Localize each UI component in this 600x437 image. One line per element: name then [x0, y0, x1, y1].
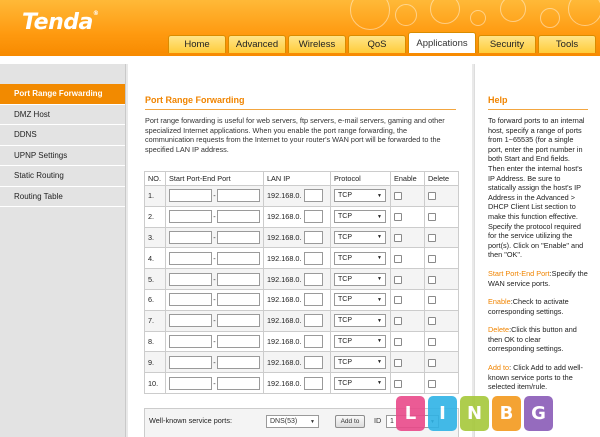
protocol-select[interactable]	[334, 252, 386, 265]
protocol-cell	[331, 248, 391, 269]
start-port-input[interactable]	[169, 356, 212, 369]
watermark-letter: I	[428, 396, 457, 431]
protocol-value: TCP	[338, 358, 352, 366]
sidebar	[0, 64, 126, 437]
port-range-cell	[166, 310, 264, 331]
start-port-input[interactable]	[169, 377, 212, 390]
protocol-select[interactable]	[334, 377, 386, 390]
ip-prefix: 192.168.0.	[267, 336, 302, 346]
start-port-input[interactable]	[169, 231, 212, 244]
table-row	[145, 310, 459, 331]
enable-cell	[391, 248, 425, 269]
enable-checkbox[interactable]	[394, 213, 402, 221]
lan-ip-input[interactable]	[304, 293, 323, 306]
delete-checkbox[interactable]	[428, 255, 436, 263]
sidebar-item-static-routing[interactable]: Static Routing	[0, 166, 125, 187]
port-range-cell	[166, 206, 264, 227]
protocol-select[interactable]	[334, 231, 386, 244]
help-term: Delete	[488, 325, 510, 335]
end-port-input[interactable]	[217, 356, 260, 369]
tab-advanced[interactable]: Advanced	[228, 35, 286, 53]
port-range-cell	[166, 227, 264, 248]
col-delete: Delete	[425, 172, 459, 186]
chevron-down-icon: ▼	[377, 359, 382, 366]
main-panel	[128, 64, 472, 437]
enable-cell	[391, 227, 425, 248]
help-entry	[488, 363, 588, 392]
ip-prefix: 192.168.0.	[267, 253, 302, 263]
port-range-cell	[166, 289, 264, 310]
port-dash: -	[213, 378, 216, 388]
delete-checkbox[interactable]	[428, 234, 436, 242]
port-dash: -	[213, 274, 216, 284]
add-to-button[interactable]: Add to	[335, 415, 365, 428]
lan-ip-cell	[264, 331, 331, 352]
help-intro: To forward ports to an internal host, specify a range of ports from 1~65535 (for a single port, enter the port number in both Start and End fields. Then enter the internal host's IP Address. Be sure to statically assign the host's IP Address in the Advanced > DHCP Client List section to make this function effective. Specify the protocol required for the service utilizing the port(s). Click on "Enable" and then "OK".	[488, 116, 585, 260]
help-divider	[488, 109, 588, 110]
protocol-select[interactable]	[334, 273, 386, 286]
protocol-value: TCP	[338, 379, 352, 387]
delete-cell	[425, 186, 459, 207]
ip-prefix: 192.168.0.	[267, 191, 302, 201]
protocol-value: TCP	[338, 317, 352, 325]
sidebar-item-upnp-settings[interactable]: UPNP Settings	[0, 146, 125, 167]
decor-bubble	[568, 0, 600, 26]
protocol-value: TCP	[338, 296, 352, 304]
table-row	[145, 269, 459, 290]
protocol-value: TCP	[338, 337, 352, 345]
protocol-cell	[331, 206, 391, 227]
enable-checkbox[interactable]	[394, 234, 402, 242]
sidebar-item-ddns[interactable]: DDNS	[0, 125, 125, 146]
well-known-label: Well-known service ports:	[149, 416, 232, 425]
delete-checkbox[interactable]	[428, 338, 436, 346]
delete-cell	[425, 373, 459, 394]
help-body	[488, 116, 588, 401]
protocol-select[interactable]	[334, 293, 386, 306]
enable-cell	[391, 206, 425, 227]
delete-cell	[425, 248, 459, 269]
lan-ip-input[interactable]	[304, 377, 323, 390]
enable-cell	[391, 352, 425, 373]
chevron-down-icon: ▼	[377, 380, 382, 387]
header-bar	[0, 0, 600, 56]
service-port-select[interactable]	[266, 415, 319, 428]
delete-cell	[425, 227, 459, 248]
start-port-input[interactable]	[169, 293, 212, 306]
chevron-down-icon: ▼	[377, 192, 382, 199]
enable-checkbox[interactable]	[394, 192, 402, 200]
delete-cell	[425, 206, 459, 227]
tab-security[interactable]: Security	[478, 35, 536, 53]
help-text: :Click this button and then OK to clear corresponding settings.	[488, 325, 577, 354]
protocol-value: TCP	[338, 254, 352, 262]
table-row	[145, 186, 459, 207]
help-entry	[488, 297, 588, 316]
chevron-down-icon: ▼	[377, 317, 382, 324]
ip-prefix: 192.168.0.	[267, 378, 302, 388]
lan-ip-cell	[264, 289, 331, 310]
port-range-cell	[166, 331, 264, 352]
ip-prefix: 192.168.0.	[267, 295, 302, 305]
row-number: 5.	[145, 269, 166, 290]
help-text: : Click Add to add well-known service ports to the selected item/rule.	[488, 363, 583, 392]
row-number: 10.	[145, 373, 166, 394]
protocol-cell	[331, 373, 391, 394]
start-port-input[interactable]	[169, 210, 212, 223]
lan-ip-input[interactable]	[304, 231, 323, 244]
row-number: 2.	[145, 206, 166, 227]
enable-checkbox[interactable]	[394, 276, 402, 284]
protocol-select[interactable]	[334, 335, 386, 348]
tab-qos[interactable]: QoS	[348, 35, 406, 53]
lan-ip-cell	[264, 186, 331, 207]
chevron-down-icon: ▼	[377, 276, 382, 283]
protocol-value: TCP	[338, 275, 352, 283]
sidebar-item-dmz-host[interactable]: DMZ Host	[0, 105, 125, 126]
end-port-input[interactable]	[217, 293, 260, 306]
id-value: 1	[390, 418, 394, 425]
chevron-down-icon: ▼	[377, 255, 382, 262]
start-port-input[interactable]	[169, 189, 212, 202]
delete-checkbox[interactable]	[428, 192, 436, 200]
protocol-value: TCP	[338, 192, 352, 200]
table-row	[145, 248, 459, 269]
watermark-letter: G	[524, 396, 553, 431]
enable-checkbox[interactable]	[394, 359, 402, 367]
lan-ip-cell	[264, 269, 331, 290]
protocol-cell	[331, 269, 391, 290]
lan-ip-wrap	[267, 314, 323, 327]
linbg-watermark	[396, 396, 553, 431]
end-port-input[interactable]	[217, 377, 260, 390]
chevron-down-icon: ▼	[377, 338, 382, 345]
row-number: 3.	[145, 227, 166, 248]
lan-ip-cell	[264, 352, 331, 373]
protocol-value: TCP	[338, 233, 352, 241]
end-port-input[interactable]	[217, 314, 260, 327]
row-number: 9.	[145, 352, 166, 373]
enable-cell	[391, 186, 425, 207]
enable-cell	[391, 310, 425, 331]
lan-ip-input[interactable]	[304, 335, 323, 348]
lan-ip-input[interactable]	[304, 189, 323, 202]
delete-checkbox[interactable]	[428, 213, 436, 221]
col-lan-ip: LAN IP	[264, 172, 331, 186]
lan-ip-cell	[264, 227, 331, 248]
lan-ip-input[interactable]	[304, 314, 323, 327]
end-port-input[interactable]	[217, 189, 260, 202]
enable-checkbox[interactable]	[394, 317, 402, 325]
tab-wireless[interactable]: Wireless	[288, 35, 346, 53]
chevron-down-icon: ▼	[377, 296, 382, 303]
port-range-cell	[166, 269, 264, 290]
watermark-letter: L	[396, 396, 425, 431]
row-number: 7.	[145, 310, 166, 331]
tenda-logo[interactable]	[22, 10, 98, 35]
lan-ip-wrap	[267, 356, 323, 369]
col-port-range: Start Port-End Port	[166, 172, 264, 186]
sidebar-item-routing-table[interactable]: Routing Table	[0, 187, 125, 208]
chevron-down-icon: ▼	[377, 234, 382, 241]
decor-bubble	[350, 0, 390, 30]
port-dash: -	[213, 212, 216, 222]
col-enable: Enable	[391, 172, 425, 186]
protocol-cell	[331, 227, 391, 248]
help-text: :Specify the WAN service ports.	[488, 268, 588, 288]
table-row	[145, 227, 459, 248]
end-port-input[interactable]	[217, 231, 260, 244]
protocol-cell	[331, 186, 391, 207]
row-number: 8.	[145, 331, 166, 352]
delete-checkbox[interactable]	[428, 380, 436, 388]
protocol-cell	[331, 331, 391, 352]
table-row	[145, 206, 459, 227]
delete-checkbox[interactable]	[428, 296, 436, 304]
help-term: Enable	[488, 297, 511, 307]
decor-bubble	[395, 4, 417, 26]
col-protocol: Protocol	[331, 172, 391, 186]
enable-cell	[391, 373, 425, 394]
delete-cell	[425, 352, 459, 373]
start-port-input[interactable]	[169, 335, 212, 348]
end-port-input[interactable]	[217, 252, 260, 265]
row-number: 4.	[145, 248, 166, 269]
ip-prefix: 192.168.0.	[267, 357, 302, 367]
ip-prefix: 192.168.0.	[267, 316, 302, 326]
port-dash: -	[213, 295, 216, 305]
lan-ip-cell	[264, 206, 331, 227]
table-row	[145, 331, 459, 352]
ip-prefix: 192.168.0.	[267, 274, 302, 284]
help-entry	[488, 269, 588, 288]
lan-ip-wrap	[267, 231, 323, 244]
start-port-input[interactable]	[169, 314, 212, 327]
id-label: ID	[374, 416, 382, 425]
tab-tools[interactable]: Tools	[538, 35, 596, 53]
enable-checkbox[interactable]	[394, 338, 402, 346]
protocol-select[interactable]	[334, 314, 386, 327]
decor-bubble	[540, 8, 560, 28]
tab-home[interactable]: Home	[168, 35, 226, 53]
top-band	[0, 56, 600, 64]
main-nav	[168, 35, 596, 53]
enable-checkbox[interactable]	[394, 296, 402, 304]
port-dash: -	[213, 232, 216, 242]
delete-cell	[425, 331, 459, 352]
chevron-down-icon: ▼	[377, 213, 382, 220]
table-header-row	[145, 172, 459, 186]
decor-bubble	[430, 0, 460, 24]
service-port-value: DNS(53)	[270, 418, 298, 425]
help-title: Help	[488, 95, 508, 105]
title-divider	[145, 109, 456, 110]
ip-prefix: 192.168.0.	[267, 212, 302, 222]
lan-ip-wrap	[267, 335, 323, 348]
lan-ip-cell	[264, 248, 331, 269]
logo-text: Tenda	[22, 10, 93, 35]
tab-applications[interactable]: Applications	[408, 32, 476, 53]
lan-ip-wrap	[267, 293, 323, 306]
delete-checkbox[interactable]	[428, 317, 436, 325]
ip-prefix: 192.168.0.	[267, 232, 302, 242]
page-title: Port Range Forwarding	[145, 95, 245, 105]
lan-ip-input[interactable]	[304, 273, 323, 286]
port-dash: -	[213, 357, 216, 367]
protocol-select[interactable]	[334, 210, 386, 223]
protocol-cell	[331, 310, 391, 331]
help-term: Add to	[488, 363, 510, 373]
page-description: Port range forwarding is useful for web servers, ftp servers, e-mail servers, gaming and other specialized Internet applications. When you enable the port range forwarding, the communication requests from the Internet to your router's WAN port will be forwarded to the specified LAN IP address.	[145, 116, 445, 154]
lan-ip-input[interactable]	[304, 210, 323, 223]
enable-checkbox[interactable]	[394, 380, 402, 388]
protocol-value: TCP	[338, 213, 352, 221]
decor-bubble	[500, 0, 526, 22]
help-panel	[474, 64, 600, 437]
delete-checkbox[interactable]	[428, 359, 436, 367]
start-port-input[interactable]	[169, 252, 212, 265]
table-row	[145, 352, 459, 373]
end-port-input[interactable]	[217, 273, 260, 286]
delete-cell	[425, 310, 459, 331]
lan-ip-input[interactable]	[304, 252, 323, 265]
port-forwarding-table	[144, 171, 459, 394]
chevron-down-icon: ▼	[310, 418, 315, 425]
row-number: 1.	[145, 186, 166, 207]
logo-registered-mark: ®	[92, 10, 99, 17]
delete-cell	[425, 269, 459, 290]
end-port-input[interactable]	[217, 335, 260, 348]
help-entry	[488, 325, 588, 354]
protocol-cell	[331, 289, 391, 310]
port-dash: -	[213, 316, 216, 326]
port-range-cell	[166, 352, 264, 373]
lan-ip-input[interactable]	[304, 356, 323, 369]
protocol-select[interactable]	[334, 189, 386, 202]
enable-cell	[391, 269, 425, 290]
table-row	[145, 289, 459, 310]
lan-ip-wrap	[267, 273, 323, 286]
protocol-cell	[331, 352, 391, 373]
sidebar-spacer	[0, 64, 125, 84]
help-term: Start Port-End Port	[488, 268, 550, 278]
enable-cell	[391, 331, 425, 352]
lan-ip-wrap	[267, 210, 323, 223]
port-dash: -	[213, 191, 216, 201]
watermark-letter: N	[460, 396, 489, 431]
protocol-select[interactable]	[334, 356, 386, 369]
enable-checkbox[interactable]	[394, 255, 402, 263]
port-range-cell	[166, 373, 264, 394]
help-text: :Check to activate corresponding settings.	[488, 297, 569, 316]
end-port-input[interactable]	[217, 210, 260, 223]
port-dash: -	[213, 336, 216, 346]
col-no: NO.	[145, 172, 166, 186]
lan-ip-wrap	[267, 377, 323, 390]
sidebar-item-port-range-forwarding[interactable]: Port Range Forwarding	[0, 84, 125, 105]
port-dash: -	[213, 253, 216, 263]
lan-ip-wrap	[267, 189, 323, 202]
table-row	[145, 373, 459, 394]
lan-ip-cell	[264, 373, 331, 394]
row-number: 6.	[145, 289, 166, 310]
watermark-letter: B	[492, 396, 521, 431]
lan-ip-cell	[264, 310, 331, 331]
decor-bubble	[470, 10, 486, 26]
port-range-cell	[166, 248, 264, 269]
lan-ip-wrap	[267, 252, 323, 265]
delete-cell	[425, 289, 459, 310]
port-range-cell	[166, 186, 264, 207]
start-port-input[interactable]	[169, 273, 212, 286]
delete-checkbox[interactable]	[428, 276, 436, 284]
enable-cell	[391, 289, 425, 310]
